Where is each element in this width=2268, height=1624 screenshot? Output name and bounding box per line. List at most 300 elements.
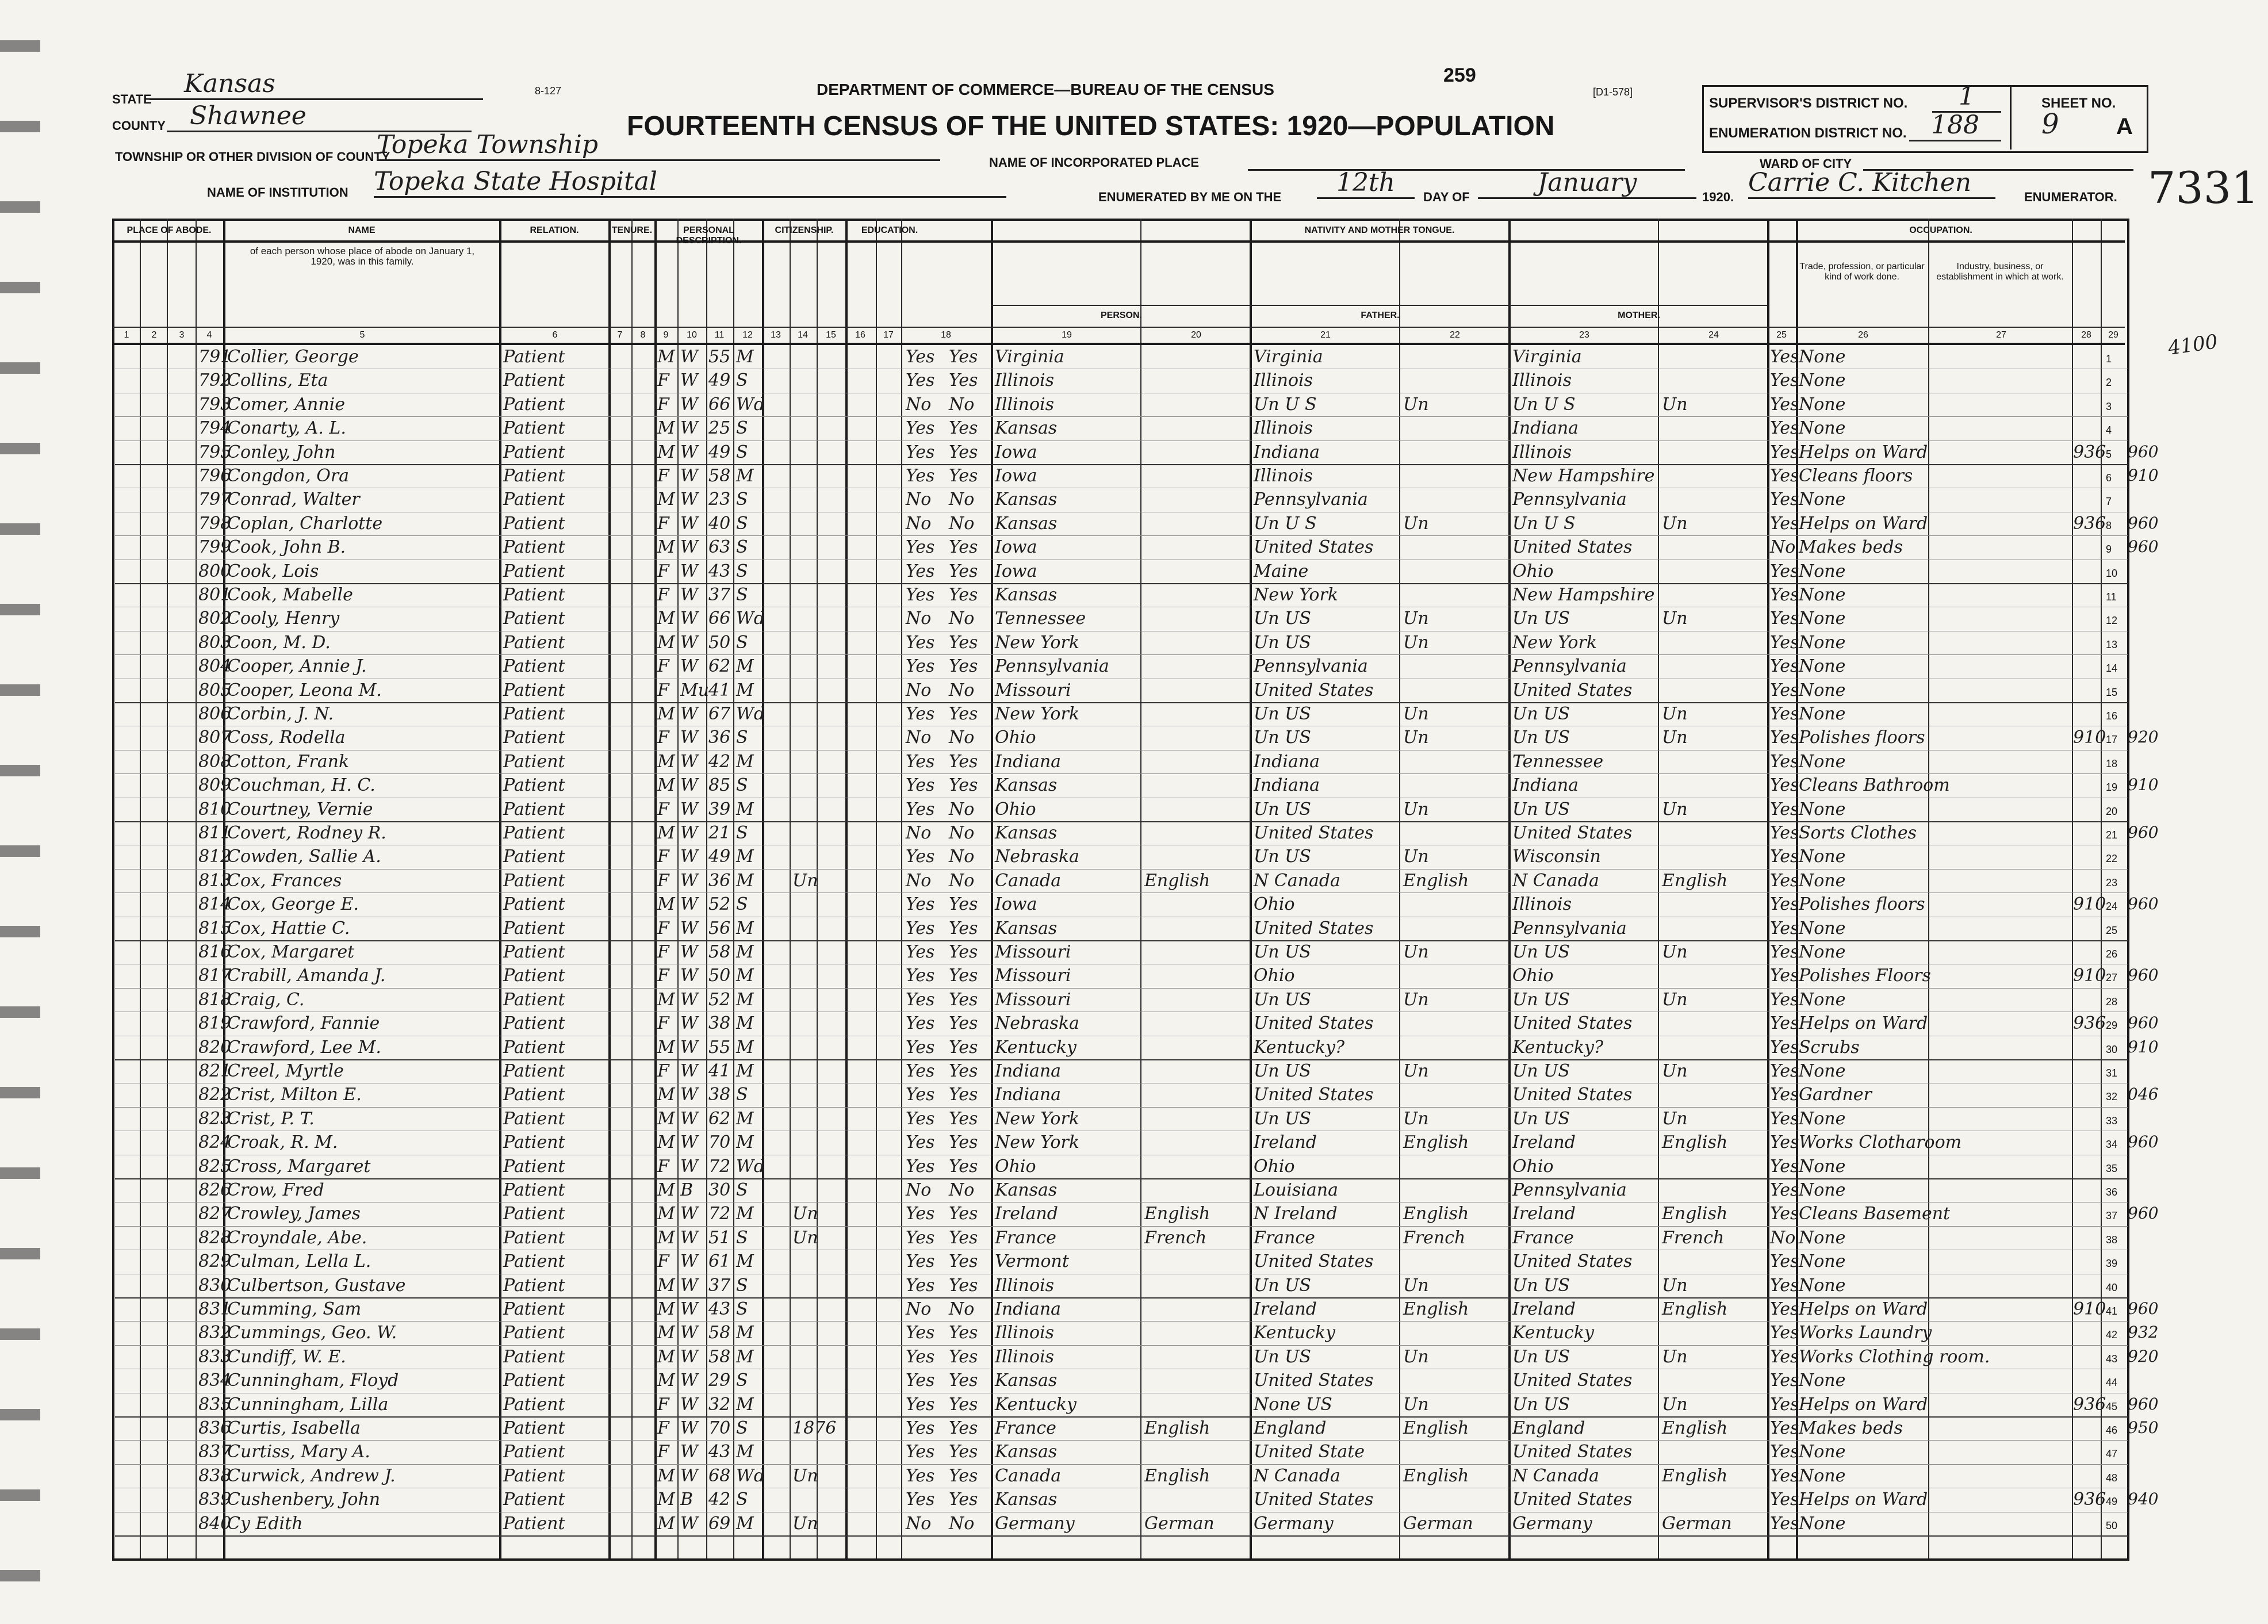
mother-birthplace: New Hampshire <box>1512 466 1655 486</box>
father-mother-tongue: English <box>1403 1465 1469 1486</box>
race: W <box>680 656 698 677</box>
can-read: Yes <box>906 704 935 724</box>
relation: Patient <box>503 1418 565 1438</box>
sex: M <box>657 1370 675 1391</box>
father-birthplace: Un US <box>1254 847 1311 867</box>
line-number: 26 <box>2106 948 2118 960</box>
father-mother-tongue: Un <box>1403 632 1429 653</box>
father-birthplace: Indiana <box>1254 442 1320 462</box>
margin-code: 960 <box>2128 1204 2159 1223</box>
person-name: Cushenbery, John <box>227 1489 381 1510</box>
person-name: Cotton, Frank <box>227 751 350 772</box>
col-num: 24 <box>1708 330 1719 340</box>
enumerated-label: ENUMERATED BY ME ON THE <box>1098 190 1282 204</box>
line-number: 40 <box>2106 1281 2118 1293</box>
birthplace: Indiana <box>995 1299 1062 1319</box>
father-birthplace: Virginia <box>1254 347 1323 367</box>
naturalization: 1876 <box>792 1418 837 1438</box>
line-number: 7 <box>2106 496 2112 508</box>
person-name: Crawford, Fannie <box>227 1013 380 1034</box>
mother-mother-tongue: Un <box>1662 1108 1688 1129</box>
occupation: Makes beds <box>1799 1418 1903 1438</box>
occupation: None <box>1799 347 1846 367</box>
father-birthplace: Germany <box>1254 1513 1334 1534</box>
mother-birthplace: Un US <box>1512 799 1570 819</box>
sheet-letter: A <box>2116 114 2133 139</box>
age: 21 <box>708 823 731 843</box>
relation: Patient <box>503 1275 565 1296</box>
line-number: 13 <box>2106 638 2118 650</box>
family-number: 813 <box>198 870 232 891</box>
can-write: Yes <box>949 1227 978 1248</box>
occupation: None <box>1799 1108 1846 1129</box>
line-number: 16 <box>2106 710 2118 722</box>
can-read: Yes <box>906 1061 935 1081</box>
family-number: 810 <box>198 799 232 819</box>
family-number: 797 <box>198 489 232 510</box>
can-read: Yes <box>906 799 935 819</box>
mother-birthplace: Pennsylvania <box>1512 489 1627 510</box>
person-name: Craig, C. <box>227 989 305 1010</box>
can-read: Yes <box>906 1275 935 1296</box>
occupation: None <box>1799 1061 1846 1081</box>
age: 23 <box>708 489 731 510</box>
speaks-english: Yes <box>1770 442 1799 462</box>
table-row <box>115 631 2128 655</box>
relation: Patient <box>503 608 565 629</box>
day-of-label: DAY OF <box>1423 190 1470 204</box>
speaks-english: Yes <box>1770 1465 1799 1486</box>
relation: Patient <box>503 727 565 748</box>
family-number: 828 <box>198 1227 232 1248</box>
family-number: 801 <box>198 585 232 605</box>
occupation: Scrubs <box>1799 1037 1860 1058</box>
line-number: 19 <box>2106 782 2118 794</box>
can-write: Yes <box>949 347 978 367</box>
line-number: 12 <box>2106 615 2118 627</box>
marital-status: M <box>736 466 754 486</box>
birthplace: Virginia <box>995 347 1064 367</box>
can-read: No <box>906 394 932 415</box>
sex: M <box>657 1227 675 1248</box>
family-number: 808 <box>198 751 232 772</box>
occupation-code: 910 <box>2073 1299 2106 1319</box>
sex: M <box>657 1085 675 1105</box>
relation: Patient <box>503 1489 565 1510</box>
sex: M <box>657 1299 675 1319</box>
col-num: 10 <box>687 330 697 340</box>
table-row <box>115 1274 2128 1299</box>
can-write: Yes <box>949 1323 978 1343</box>
enumerated-day: 12th <box>1317 168 1415 199</box>
mother-tongue: English <box>1144 1418 1210 1438</box>
margin-note: 4100 <box>2166 330 2219 360</box>
can-read: Yes <box>906 370 935 391</box>
father-birthplace: New York <box>1254 585 1338 605</box>
race: W <box>680 1299 698 1319</box>
can-write: Yes <box>949 1370 978 1391</box>
person-name: Cooper, Annie J. <box>227 656 367 677</box>
speaks-english: Yes <box>1770 1108 1799 1129</box>
table-row <box>115 845 2128 869</box>
birthplace: Pennsylvania <box>995 656 1109 677</box>
mother-birthplace: Un US <box>1512 727 1570 748</box>
occupation-code: 910 <box>2073 966 2106 986</box>
col-num: 22 <box>1450 330 1460 340</box>
family-number: 819 <box>198 1013 232 1034</box>
family-number: 805 <box>198 680 232 700</box>
father-birthplace: Pennsylvania <box>1254 656 1368 677</box>
occupation: Works Clothing room. <box>1799 1346 1990 1367</box>
relation: Patient <box>503 704 565 724</box>
father-mother-tongue: English <box>1403 1132 1469 1153</box>
can-write: No <box>949 680 975 700</box>
county-label: COUNTY <box>112 118 166 133</box>
birthplace: Kansas <box>995 1442 1058 1462</box>
father-birthplace: Louisiana <box>1254 1180 1338 1200</box>
mother-birthplace: Pennsylvania <box>1512 656 1627 677</box>
birthplace: Canada <box>995 1465 1062 1486</box>
family-number: 800 <box>198 561 232 581</box>
mother-birthplace: United States <box>1512 1251 1633 1272</box>
relation: Patient <box>503 1346 565 1367</box>
birthplace: Illinois <box>995 1346 1055 1367</box>
table-row <box>115 702 2128 726</box>
person-name: Cox, George E. <box>227 894 359 915</box>
relation: Patient <box>503 1465 565 1486</box>
age: 41 <box>708 1061 731 1081</box>
family-number: 821 <box>198 1061 232 1081</box>
age: 70 <box>708 1132 731 1153</box>
can-read: Yes <box>906 347 935 367</box>
father-birthplace: Un US <box>1254 989 1311 1010</box>
col-num: 5 <box>359 330 365 340</box>
mother-birthplace: Un US <box>1512 942 1570 962</box>
age: 66 <box>708 394 731 415</box>
age: 41 <box>708 680 731 700</box>
birthplace: Ohio <box>995 1156 1036 1177</box>
mother-heading: MOTHER. <box>1618 311 1660 320</box>
district-box-divider <box>2010 86 2012 150</box>
race: W <box>680 1227 698 1248</box>
table-row <box>115 1345 2159 1369</box>
can-write: Yes <box>949 537 978 558</box>
age: 38 <box>708 1013 731 1034</box>
race: W <box>680 1370 698 1391</box>
col-num: 4 <box>206 330 212 340</box>
age: 72 <box>708 1204 731 1224</box>
naturalization: Un <box>792 870 818 891</box>
speaks-english: Yes <box>1770 1132 1799 1153</box>
speaks-english: Yes <box>1770 1370 1799 1391</box>
age: 42 <box>708 1489 731 1510</box>
mother-mother-tongue: English <box>1662 1418 1728 1438</box>
table-row <box>115 1202 2159 1226</box>
mother-mother-tongue: Un <box>1662 1061 1688 1081</box>
relation: Patient <box>503 1085 565 1105</box>
col-num: 19 <box>1062 330 1072 340</box>
marital-status: M <box>736 1037 754 1058</box>
person-name: Crist, P. T. <box>227 1108 315 1129</box>
person-name: Coplan, Charlotte <box>227 513 383 534</box>
family-number: 838 <box>198 1465 232 1486</box>
speaks-english: Yes <box>1770 1513 1799 1534</box>
margin-code: 910 <box>2128 1037 2159 1056</box>
mother-birthplace: Un US <box>1512 1061 1570 1081</box>
father-birthplace: United States <box>1254 1489 1374 1510</box>
birthplace: Illinois <box>995 1323 1055 1343</box>
birthplace: Kansas <box>995 418 1058 439</box>
sex: M <box>657 347 675 367</box>
mother-birthplace: Ireland <box>1512 1299 1576 1319</box>
line-number: 5 <box>2106 448 2112 460</box>
col-num: 20 <box>1191 330 1201 340</box>
table-row <box>115 1488 2159 1512</box>
birthplace: Kansas <box>995 918 1058 939</box>
race: W <box>680 847 698 867</box>
race: W <box>680 942 698 962</box>
sex: M <box>657 1132 675 1153</box>
age: 49 <box>708 442 731 462</box>
mother-birthplace: Pennsylvania <box>1512 1180 1627 1200</box>
line-number: 37 <box>2106 1210 2118 1222</box>
mother-birthplace: United States <box>1512 680 1633 700</box>
marital-status: M <box>736 870 754 891</box>
ward-label: WARD OF CITY <box>1760 156 1852 171</box>
age: 43 <box>708 561 731 581</box>
table-row <box>115 1369 2128 1393</box>
table-row <box>115 464 2159 488</box>
family-number: 817 <box>198 966 232 986</box>
person-name: Crow, Fred <box>227 1180 324 1200</box>
department-heading: DEPARTMENT OF COMMERCE—BUREAU OF THE CENSUS <box>817 81 1274 98</box>
can-read: Yes <box>906 1489 935 1510</box>
can-write: No <box>949 799 975 819</box>
margin-code: 960 <box>2128 537 2159 557</box>
occupation: None <box>1799 751 1846 772</box>
person-name: Collier, George <box>227 347 359 367</box>
mother-birthplace: Illinois <box>1512 894 1572 915</box>
can-write: Yes <box>949 1489 978 1510</box>
race: B <box>680 1489 694 1510</box>
race: W <box>680 1346 698 1367</box>
speaks-english: Yes <box>1770 1275 1799 1296</box>
table-row <box>115 441 2159 465</box>
sex: M <box>657 1323 675 1343</box>
race: W <box>680 370 698 391</box>
mother-birthplace: France <box>1512 1227 1574 1248</box>
can-read: Yes <box>906 1227 935 1248</box>
marital-status: S <box>736 727 748 748</box>
person-name: Cross, Margaret <box>227 1156 371 1177</box>
line-number: 38 <box>2106 1234 2118 1246</box>
mother-birthplace: Un US <box>1512 989 1570 1010</box>
mother-mother-tongue: English <box>1662 1299 1728 1319</box>
relation: Patient <box>503 870 565 891</box>
race: W <box>680 394 698 415</box>
col-num: 8 <box>640 330 646 340</box>
col-num: 9 <box>663 330 669 340</box>
can-write: Yes <box>949 1013 978 1034</box>
mother-birthplace: United States <box>1512 823 1633 843</box>
occupation: Helps on Ward <box>1799 513 1928 534</box>
table-row <box>115 1083 2159 1107</box>
can-write: Yes <box>949 1156 978 1177</box>
can-read: No <box>906 513 932 534</box>
father-mother-tongue: Un <box>1403 1108 1429 1129</box>
occupation: Polishes floors <box>1799 727 1925 748</box>
person-name: Couchman, H. C. <box>227 775 376 796</box>
father-birthplace: Ireland <box>1254 1132 1317 1153</box>
occupation-code: 936 <box>2073 1489 2106 1510</box>
sex: M <box>657 894 675 915</box>
marital-status: S <box>736 1180 748 1200</box>
can-write: Yes <box>949 632 978 653</box>
father-birthplace: Un US <box>1254 1275 1311 1296</box>
person-name: Comer, Annie <box>227 394 345 415</box>
race: W <box>680 1013 698 1034</box>
table-row <box>115 345 2128 369</box>
family-number: 807 <box>198 727 232 748</box>
line-number: 10 <box>2106 567 2118 579</box>
naturalization: Un <box>792 1465 818 1486</box>
person-name: Cox, Frances <box>227 870 342 891</box>
naturalization: Un <box>792 1227 818 1248</box>
occupation: None <box>1799 608 1846 629</box>
person-name: Conarty, A. L. <box>227 418 346 439</box>
can-read: Yes <box>906 966 935 986</box>
race: W <box>680 537 698 558</box>
race: W <box>680 1156 698 1177</box>
relation: Patient <box>503 418 565 439</box>
mother-birthplace: Kentucky <box>1512 1323 1594 1343</box>
age: 40 <box>708 513 731 534</box>
col-num: 7 <box>617 330 623 340</box>
family-number: 820 <box>198 1037 232 1058</box>
township-label: TOWNSHIP OR OTHER DIVISION OF COUNTY <box>115 150 390 164</box>
table-row <box>115 535 2159 560</box>
person-name: Corbin, J. N. <box>227 704 334 724</box>
can-write: Yes <box>949 942 978 962</box>
marital-status: M <box>736 1513 754 1534</box>
relation: Patient <box>503 989 565 1010</box>
can-write: Yes <box>949 751 978 772</box>
person-name: Cummings, Geo. W. <box>227 1323 397 1343</box>
age: 29 <box>708 1370 731 1391</box>
sheet-label: SHEET NO. <box>2041 95 2116 111</box>
speaks-english: Yes <box>1770 608 1799 629</box>
margin-code: 960 <box>2128 442 2159 461</box>
relation: Patient <box>503 370 565 391</box>
age: 62 <box>708 656 731 677</box>
marital-status: S <box>736 561 748 581</box>
father-mother-tongue: Un <box>1403 704 1429 724</box>
can-read: Yes <box>906 1394 935 1415</box>
relation: Patient <box>503 847 565 867</box>
family-number: 825 <box>198 1156 232 1177</box>
age: 85 <box>708 775 731 796</box>
person-name: Croyndale, Abe. <box>227 1227 367 1248</box>
speaks-english: Yes <box>1770 1489 1799 1510</box>
table-row <box>115 488 2128 512</box>
occupation: None <box>1799 1180 1846 1200</box>
father-heading: FATHER. <box>1361 311 1400 320</box>
mother-birthplace: Un US <box>1512 608 1570 629</box>
race: W <box>680 1251 698 1272</box>
line-number: 15 <box>2106 686 2118 698</box>
occupation: Polishes floors <box>1799 894 1925 915</box>
mother-birthplace: United States <box>1512 1489 1633 1510</box>
line-number: 45 <box>2106 1400 2118 1412</box>
birthplace: Indiana <box>995 1061 1062 1081</box>
father-birthplace: Un US <box>1254 1108 1311 1129</box>
father-birthplace: United States <box>1254 918 1374 939</box>
mother-birthplace: Un US <box>1512 1108 1570 1129</box>
family-number: 822 <box>198 1085 232 1105</box>
age: 67 <box>708 704 731 724</box>
can-write: Yes <box>949 704 978 724</box>
age: 72 <box>708 1156 731 1177</box>
table-row <box>115 393 2128 417</box>
occupation: Helps on Ward <box>1799 442 1928 462</box>
mother-birthplace: Ireland <box>1512 1132 1576 1153</box>
table-row <box>115 750 2128 774</box>
birthplace: Iowa <box>995 561 1037 581</box>
relation: Patient <box>503 1013 565 1034</box>
can-write: Yes <box>949 1132 978 1153</box>
marital-status: M <box>736 942 754 962</box>
relation: Patient <box>503 537 565 558</box>
occupation: Cleans floors <box>1799 466 1913 486</box>
marital-status: Wd <box>736 1156 765 1177</box>
table-row <box>115 1321 2159 1345</box>
age: 30 <box>708 1180 731 1200</box>
marital-status: S <box>736 823 748 843</box>
marital-status: M <box>736 847 754 867</box>
line-number: 42 <box>2106 1329 2118 1341</box>
person-name: Crawford, Lee M. <box>227 1037 381 1058</box>
margin-code: 920 <box>2128 727 2159 747</box>
occupation: None <box>1799 489 1846 510</box>
age: 32 <box>708 1394 731 1415</box>
nativity-heading: NATIVITY AND MOTHER TONGUE. <box>1304 225 1455 235</box>
birthplace: Iowa <box>995 442 1037 462</box>
can-write: Yes <box>949 561 978 581</box>
col-num: 17 <box>883 330 894 340</box>
form-code: [D1-578] <box>1593 86 1633 98</box>
can-read: Yes <box>906 1323 935 1343</box>
race: W <box>680 775 698 796</box>
industry-heading: Industry, business, or establishment in which at work. <box>1936 262 2064 282</box>
race: W <box>680 1442 698 1462</box>
speaks-english: Yes <box>1770 704 1799 724</box>
sex: F <box>657 1061 669 1081</box>
race: W <box>680 442 698 462</box>
person-name: Cowden, Sallie A. <box>227 847 381 867</box>
age: 43 <box>708 1442 731 1462</box>
mother-birthplace: United States <box>1512 1370 1633 1391</box>
person-name: Crist, Milton E. <box>227 1085 362 1105</box>
birthplace: Canada <box>995 870 1062 891</box>
speaks-english: Yes <box>1770 1037 1799 1058</box>
margin-code: 950 <box>2128 1418 2159 1437</box>
can-read: No <box>906 608 932 629</box>
mother-birthplace: Germany <box>1512 1513 1592 1534</box>
mother-birthplace: United States <box>1512 1013 1633 1034</box>
can-read: Yes <box>906 1346 935 1367</box>
sex: F <box>657 1251 669 1272</box>
marital-status: S <box>736 418 748 439</box>
